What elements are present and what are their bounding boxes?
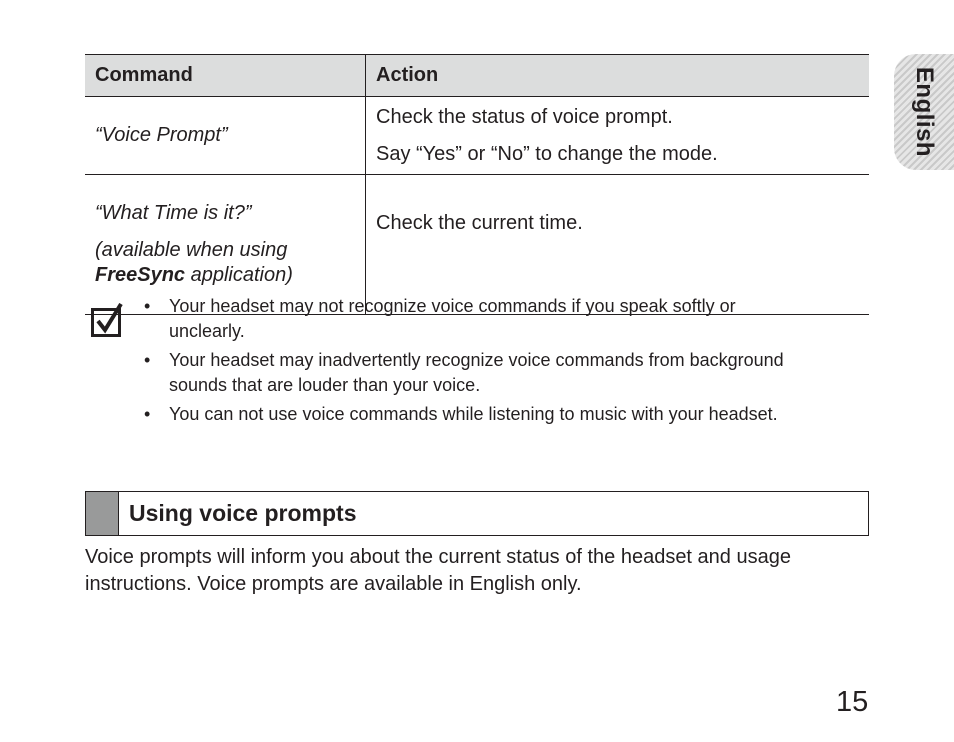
bullet: • (144, 296, 151, 316)
section-marker (86, 492, 119, 535)
list-item (144, 402, 814, 427)
note-list (144, 294, 814, 431)
table-header-row (85, 55, 869, 97)
language-tab-label: English (911, 66, 938, 158)
note-text: Your headset may inadvertently recognize voice commands from background sounds that are louder than your voice. (169, 350, 784, 395)
freesync-app-name: FreeSync (95, 264, 186, 286)
section-header (85, 491, 869, 536)
bullet: • (144, 404, 151, 424)
column-header-command: Command (85, 55, 366, 97)
language-tab (894, 54, 954, 170)
action-cell (366, 97, 870, 175)
checkbox-icon (91, 303, 123, 337)
command-note-prefix: (available when using (95, 239, 288, 261)
command-note-suffix: application) (185, 264, 293, 286)
action-text: Check the status of voice prompt. (376, 105, 673, 128)
page-number: 15 (836, 686, 869, 718)
list-item (144, 294, 814, 344)
section-title: Using voice prompts (129, 500, 357, 526)
section-body: Voice prompts will inform you about the current status of the headset and usage instructions. Voice prompts are available in English only. (85, 546, 791, 595)
action-text: Say “Yes” or “No” to change the mode. (376, 142, 718, 165)
command-cell (85, 97, 366, 175)
voice-command-table (85, 54, 869, 315)
command-note (95, 238, 355, 288)
command-text: “Voice Prompt” (95, 124, 228, 146)
command-text: “What Time is it?” (95, 202, 252, 224)
note-text: Your headset may not recognize voice commands if you speak softly or unclearly. (169, 296, 736, 341)
action-text: Check the current time. (376, 212, 583, 234)
bullet: • (144, 350, 151, 370)
column-header-action: Action (366, 55, 870, 97)
list-item (144, 348, 814, 398)
note-text: You can not use voice commands while listening to music with your headset. (169, 404, 778, 424)
table-row (85, 97, 869, 175)
